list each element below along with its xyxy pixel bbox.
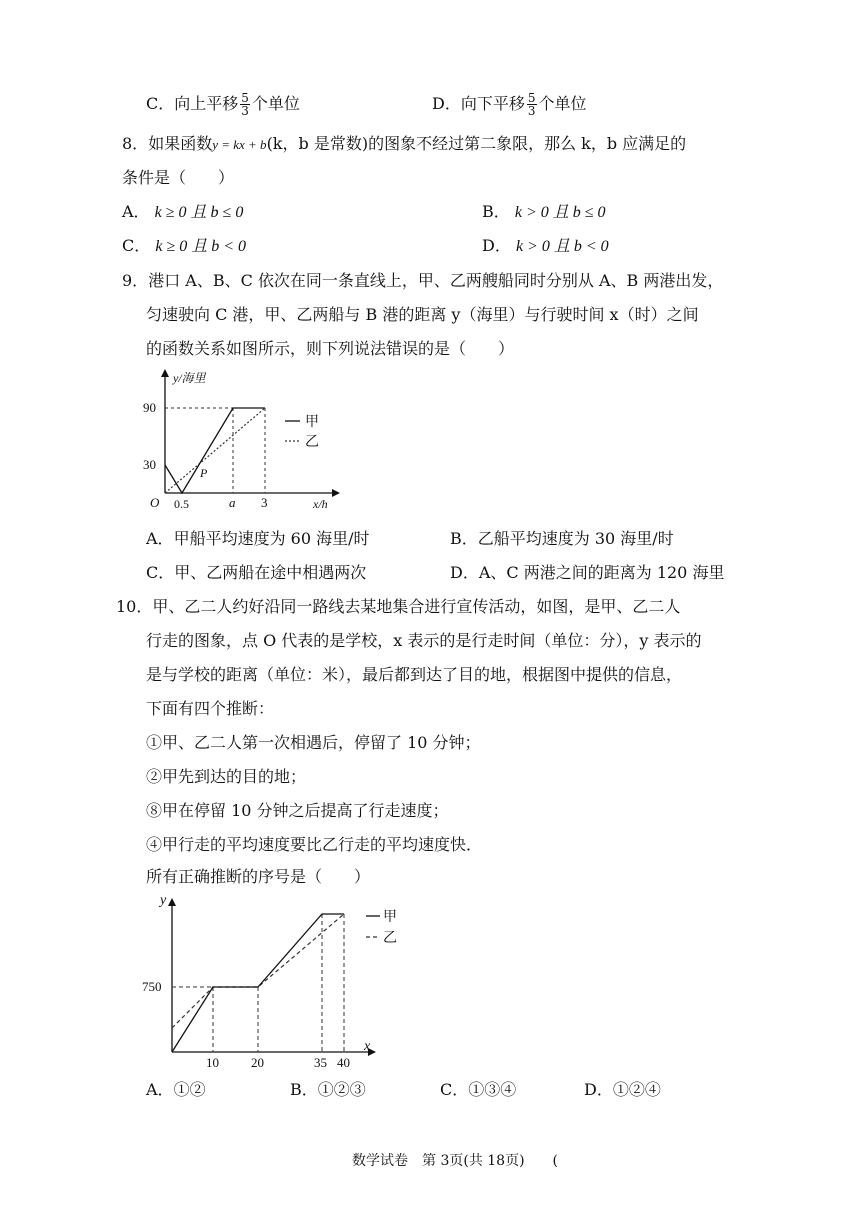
q8-option-d	[482, 235, 609, 258]
q10-stem-line1	[116, 596, 680, 618]
option-text: 个单位	[251, 94, 300, 113]
x-tick-20: 20	[251, 1055, 264, 1070]
option-letter: B．	[482, 202, 510, 221]
fraction-denominator: 3	[527, 104, 536, 118]
q9-option-b	[450, 528, 674, 550]
x-tick-40: 40	[337, 1055, 350, 1070]
q9-stem-line1	[122, 270, 723, 292]
fraction	[240, 92, 250, 117]
x-tick-35: 35	[314, 1055, 327, 1070]
option-letter: D．	[432, 94, 461, 113]
x-axis-label: x/h	[313, 497, 328, 511]
formula: y = kx + b	[212, 137, 267, 152]
question-number: 8．	[122, 134, 149, 153]
option-letter: C．	[440, 1080, 469, 1099]
q10-stem-ask: 所有正确推断的序号是（ ）	[146, 867, 371, 886]
option-letter: A．	[146, 529, 174, 548]
option-letter: C．	[146, 94, 175, 113]
point-p-label: P	[200, 466, 208, 480]
option-text: 个单位	[538, 94, 587, 113]
stem-text: 港口 A、B、C 依次在同一条直线上，甲、乙两艘船同时分别从 A、B 两港出发，	[148, 271, 724, 290]
legend-jia: 甲	[383, 910, 397, 925]
legend-jia: 甲	[305, 415, 319, 430]
q8-stem-line1	[122, 133, 686, 156]
option-text: 甲、乙两船在途中相遇两次	[174, 563, 367, 582]
option-letter: D．	[482, 236, 511, 255]
q8-option-b	[482, 201, 606, 224]
option-text: 乙船平均速度为 30 海里/时	[477, 529, 674, 548]
q10-inference-2: ②甲先到达的目的地；	[146, 767, 307, 786]
fraction-denominator: 3	[241, 104, 249, 118]
q8-stem-line2: 条件是（ ）	[122, 168, 235, 187]
option-text: ①②④	[612, 1080, 661, 1099]
y-axis-arrow	[168, 898, 176, 906]
stem-text: 甲、乙二人约好沿同一路线去某地集合进行宣传活动，如图，是甲、乙二人	[152, 597, 681, 616]
stem-text: (k，b 是常数)的图象不经过第二象限，那么 k，b 应满足的	[266, 134, 687, 153]
x-axis-label: x	[364, 1039, 371, 1054]
y-tick-750: 750	[142, 979, 162, 994]
x-tick-a: a	[229, 495, 236, 510]
option-text: k ≥ 0 且 b < 0	[155, 238, 247, 255]
option-text: 向下平移	[460, 94, 525, 113]
option-letter: D．	[584, 1080, 613, 1099]
option-text: k ≥ 0 且 b ≤ 0	[154, 204, 244, 221]
y-axis-label: y	[160, 893, 167, 908]
fraction-numerator: 5	[241, 91, 249, 105]
q10-option-a	[146, 1079, 206, 1101]
page-footer: 数学试卷 第 3页(共 18页) (	[352, 1153, 559, 1169]
option-letter: A．	[122, 202, 150, 221]
stem-text: 如果函数	[148, 134, 213, 153]
option-text: k > 0 且 b < 0	[515, 238, 609, 255]
q10-inference-4: ④甲行走的平均速度要比乙行走的平均速度快．	[146, 835, 483, 854]
x-tick-3: 3	[261, 495, 268, 510]
q10-inference-1: ①甲、乙二人第一次相遇后，停留了 10 分钟；	[146, 733, 481, 752]
x-tick-0.5: 0.5	[174, 497, 189, 511]
q10-graph	[140, 890, 410, 1070]
q9-option-d	[450, 562, 724, 584]
fraction	[527, 92, 537, 117]
q10-stem-line3: 是与学校的距离（单位：米），最后都到达了目的地，根据图中提供的信息，	[146, 665, 683, 684]
option-letter: B．	[290, 1080, 318, 1099]
option-text: k > 0 且 b ≤ 0	[514, 204, 606, 221]
q9-graph	[140, 365, 340, 515]
y-tick-30: 30	[143, 457, 156, 472]
q9-stem-line2: 匀速驶向 C 港，甲、乙两船与 B 港的距离 y（海里）与行驶时间 x（时）之间	[146, 305, 699, 324]
q10-option-b	[290, 1079, 366, 1101]
y-axis-arrow	[161, 369, 169, 377]
q7-option-d	[432, 92, 587, 117]
origin-label: O	[150, 495, 160, 510]
q10-option-c	[440, 1079, 516, 1101]
fraction-numerator: 5	[527, 91, 536, 105]
q9-option-c	[146, 562, 366, 584]
option-text: 甲船平均速度为 60 海里/时	[173, 529, 370, 548]
q7-option-c	[146, 92, 300, 117]
y-tick-90: 90	[143, 400, 156, 415]
question-number: 10．	[116, 597, 153, 616]
q10-option-d	[584, 1079, 661, 1101]
legend-yi: 乙	[305, 435, 319, 450]
series-yi-line	[165, 408, 265, 493]
legend-yi: 乙	[383, 931, 397, 946]
q8-option-c	[122, 235, 246, 258]
option-text: 向上平移	[174, 94, 239, 113]
y-axis-label: y/海里	[173, 371, 206, 385]
q10-stem-line2: 行走的图象，点 O 代表的是学校，x 表示的是行走时间（单位：分），y 表示的	[146, 631, 702, 650]
q9-stem-line3: 的函数关系如图所示，则下列说法错误的是（ ）	[146, 339, 515, 358]
x-tick-10: 10	[206, 1055, 219, 1070]
x-axis-arrow	[332, 489, 340, 497]
q10-inference-3: ⑧甲在停留 10 分钟之后提高了行走速度；	[146, 801, 449, 820]
option-text: A、C 两港之间的距离为 120 海里	[478, 563, 725, 582]
option-text: ①③④	[468, 1080, 517, 1099]
option-letter: C．	[146, 563, 175, 582]
option-letter: C．	[122, 236, 151, 255]
option-text: ①②③	[317, 1080, 366, 1099]
question-number: 9．	[122, 271, 149, 290]
option-letter: D．	[450, 563, 479, 582]
q9-option-a	[146, 528, 370, 550]
option-letter: A．	[146, 1080, 174, 1099]
q8-option-a	[122, 201, 243, 224]
option-letter: B．	[450, 529, 478, 548]
option-text: ①②	[173, 1080, 206, 1099]
q10-stem-line4: 下面有四个推断：	[146, 699, 275, 718]
